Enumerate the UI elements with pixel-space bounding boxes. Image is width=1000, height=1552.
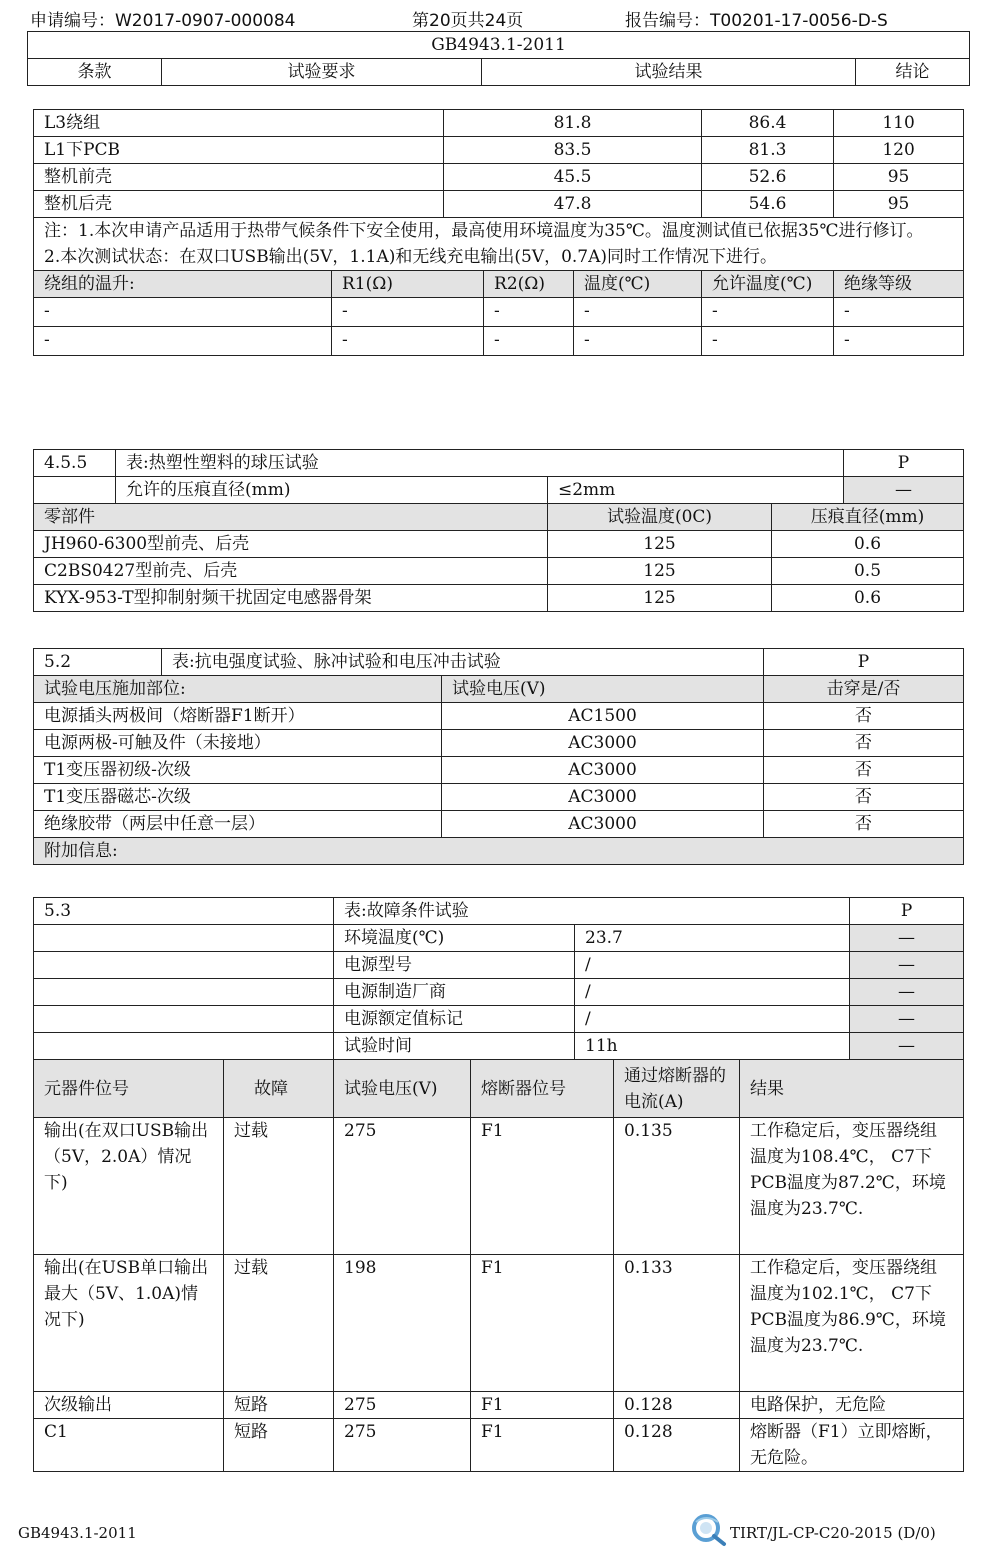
table-title: 表:热塑性塑料的球压试验: [116, 450, 844, 477]
fuse-no: F1: [471, 1255, 614, 1392]
col-voltage: 试验电压(V): [442, 676, 764, 703]
table-row: [34, 811, 964, 838]
voltage: AC3000: [442, 811, 764, 838]
info-value: /: [575, 1006, 850, 1033]
info-value: /: [575, 952, 850, 979]
col-result: 结果: [740, 1060, 964, 1118]
col-component: 元器件位号: [34, 1060, 224, 1118]
verdict: P: [844, 450, 964, 477]
col-voltage: 试验电压(V): [334, 1060, 471, 1118]
note-line-2: 2.本次测试状态：在双口USB输出(5V，1.1A)和无线充电输出(5V，0.7A)同时工作情况下进行。: [44, 247, 778, 267]
fault-header-row: [34, 1060, 964, 1118]
report-number: 报告编号：T00201-17-0056-D-S: [625, 11, 888, 31]
info-row: [34, 1006, 964, 1033]
temp-value: 83.5: [444, 137, 702, 164]
verdict: P: [764, 649, 964, 676]
table-row: [34, 1118, 964, 1255]
part-name: 整机前壳: [34, 164, 444, 191]
info-label: 试验时间: [334, 1033, 575, 1060]
temp-value: 47.8: [444, 191, 702, 218]
cell: -: [574, 327, 702, 356]
table-title: 表:抗电强度试验、脉冲试验和电压冲击试验: [162, 649, 764, 676]
breakdown: 否: [764, 757, 964, 784]
location: T1变压器磁芯-次级: [34, 784, 442, 811]
col-test-temp: 试验温度(0C): [548, 504, 772, 531]
temp-value: 52.6: [702, 164, 834, 191]
clause-number: 5.3: [34, 898, 334, 925]
location: T1变压器初级-次级: [34, 757, 442, 784]
table-row: [34, 164, 964, 191]
table-row: [34, 757, 964, 784]
empty-cell: [34, 925, 334, 952]
cell: -: [702, 327, 834, 356]
info-mark: —: [850, 1033, 964, 1060]
test-voltage: 198: [334, 1255, 471, 1392]
info-mark: —: [850, 979, 964, 1006]
table-row: [34, 703, 964, 730]
allowed-value: ≤2mm: [548, 477, 844, 504]
additional-info: 附加信息:: [34, 838, 964, 865]
table-row: [34, 585, 964, 612]
part-name: 整机后壳: [34, 191, 444, 218]
application-number: 申请编号：W2017-0907-000084: [30, 11, 296, 31]
col-indent-dia: 压痕直径(mm): [772, 504, 964, 531]
cell: -: [484, 327, 574, 356]
info-value: 11h: [575, 1033, 850, 1060]
part-name: L3绕组: [34, 110, 444, 137]
info-row: [34, 979, 964, 1006]
cell: -: [834, 327, 964, 356]
temp-limit: 120: [834, 137, 964, 164]
info-value: 23.7: [575, 925, 850, 952]
winding-header-row: [34, 271, 964, 298]
empty-cell: [34, 1006, 334, 1033]
fault-type: 过载: [224, 1255, 334, 1392]
clause-number: 4.5.5: [34, 450, 116, 477]
cell: -: [484, 298, 574, 327]
col-conclusion: 结论: [856, 59, 970, 86]
empty-cell: [34, 1033, 334, 1060]
note-line-1: 注：1.本次申请产品适用于热带气候条件下安全使用，最高使用环境温度为35℃。温度测试值已依据35℃进行修订。: [44, 221, 924, 241]
col-current: 通过熔断器的电流(A): [614, 1060, 740, 1118]
temp-limit: 110: [834, 110, 964, 137]
location: 电源插头两极间（熔断器F1断开）: [34, 703, 442, 730]
table-row: [34, 558, 964, 585]
component: C1: [34, 1419, 224, 1472]
standard-title: GB4943.1-2011: [28, 32, 970, 59]
table-title: 表:故障条件试验: [334, 898, 850, 925]
component: 次级输出: [34, 1392, 224, 1419]
breakdown: 否: [764, 703, 964, 730]
part-name: L1下PCB: [34, 137, 444, 164]
voltage: AC3000: [442, 757, 764, 784]
indent-dia: 0.6: [772, 531, 964, 558]
col-part: 零部件: [34, 504, 548, 531]
test-voltage: 275: [334, 1118, 471, 1255]
fault-type: 短路: [224, 1419, 334, 1472]
voltage: AC3000: [442, 784, 764, 811]
component: 输出(在USB单口输出最大（5V、1.0A)情况下): [34, 1255, 224, 1392]
temperature-note: [34, 218, 964, 271]
cell: -: [34, 327, 332, 356]
lab-logo-graphic: [688, 1508, 728, 1548]
info-value: /: [575, 979, 850, 1006]
info-mark: —: [850, 925, 964, 952]
electric-strength-table: [33, 648, 964, 865]
footer-standard: GB4943.1-2011: [18, 1524, 137, 1542]
indent-dia: 0.5: [772, 558, 964, 585]
empty-cell: [34, 952, 334, 979]
standard-header-table: [27, 31, 970, 86]
fault-type: 短路: [224, 1392, 334, 1419]
col-breakdown: 击穿是/否: [764, 676, 964, 703]
ball-pressure-table: [33, 449, 964, 612]
cell: -: [34, 298, 332, 327]
info-label: 电源型号: [334, 952, 575, 979]
temp-limit: 95: [834, 191, 964, 218]
col-requirement: 试验要求: [162, 59, 482, 86]
breakdown: 否: [764, 784, 964, 811]
component: 输出(在双口USB输出（5V，2.0A）情况下): [34, 1118, 224, 1255]
table-row: [34, 784, 964, 811]
col-result: 试验结果: [482, 59, 856, 86]
col-fault: [224, 1060, 334, 1118]
info-row: [34, 952, 964, 979]
fuse-current: 0.128: [614, 1392, 740, 1419]
info-label: 电源制造厂商: [334, 979, 575, 1006]
col-temp: 温度(℃): [574, 271, 702, 298]
page-info: 第20页共24页: [412, 11, 524, 31]
table-row: [34, 298, 964, 327]
fuse-no: F1: [471, 1118, 614, 1255]
info-label: 电源额定值标记: [334, 1006, 575, 1033]
cell: -: [574, 298, 702, 327]
info-mark: —: [850, 1006, 964, 1033]
cell: -: [702, 298, 834, 327]
table-row: [34, 191, 964, 218]
fuse-no: F1: [471, 1392, 614, 1419]
cell: -: [332, 298, 484, 327]
test-temp: 125: [548, 558, 772, 585]
fuse-current: 0.128: [614, 1419, 740, 1472]
fault-type: 过载: [224, 1118, 334, 1255]
result: 工作稳定后，变压器绕组温度为102.1℃， C7下PCB温度为86.9℃，环境温度为23.7℃.: [740, 1255, 964, 1392]
voltage: AC1500: [442, 703, 764, 730]
test-voltage: 275: [334, 1392, 471, 1419]
result: 电路保护，无危险: [740, 1392, 964, 1419]
info-mark: —: [850, 952, 964, 979]
info-label: 环境温度(℃): [334, 925, 575, 952]
table-row: [34, 110, 964, 137]
result: 熔断器（F1）立即熔断，无危险。: [740, 1419, 964, 1472]
empty-cell: [34, 477, 116, 504]
winding-label: 绕组的温升:: [34, 271, 332, 298]
indent-dia: 0.6: [772, 585, 964, 612]
col-r1: R1(Ω): [332, 271, 484, 298]
test-temp: 125: [548, 531, 772, 558]
fuse-current: 0.133: [614, 1255, 740, 1392]
clause-number: 5.2: [34, 649, 162, 676]
temperature-table: [33, 109, 964, 356]
test-temp: 125: [548, 585, 772, 612]
fuse-current: 0.135: [614, 1118, 740, 1255]
table-row: [34, 1419, 964, 1472]
verdict: P: [850, 898, 964, 925]
col-insulation-class: 绝缘等级: [834, 271, 964, 298]
table-row: [34, 327, 964, 356]
fault-test-table: [33, 897, 964, 1472]
temp-value: 81.8: [444, 110, 702, 137]
temp-limit: 95: [834, 164, 964, 191]
location: 绝缘胶带（两层中任意一层）: [34, 811, 442, 838]
table-row: [34, 1392, 964, 1419]
table-row: [34, 531, 964, 558]
col-allowed-temp: 允许温度(℃): [702, 271, 834, 298]
breakdown: 否: [764, 730, 964, 757]
location: 电源两极-可触及件（未接地）: [34, 730, 442, 757]
col-location: 试验电压施加部位:: [34, 676, 442, 703]
col-fault-label: 故障: [254, 1078, 288, 1099]
lab-logo-icon: [688, 1508, 728, 1548]
breakdown: 否: [764, 811, 964, 838]
temp-value: 45.5: [444, 164, 702, 191]
col-r2: R2(Ω): [484, 271, 574, 298]
fuse-no: F1: [471, 1419, 614, 1472]
part-name: C2BS0427型前壳、后壳: [34, 558, 548, 585]
footer-form-number: TIRT/JL-CP-C20-2015 (D/0): [730, 1524, 936, 1542]
allowed-verdict: —: [844, 477, 964, 504]
empty-cell: [34, 979, 334, 1006]
temp-value: 86.4: [702, 110, 834, 137]
col-clause: 条款: [28, 59, 162, 86]
temp-value: 54.6: [702, 191, 834, 218]
part-name: JH960-6300型前壳、后壳: [34, 531, 548, 558]
temp-value: 81.3: [702, 137, 834, 164]
table-row: [34, 1255, 964, 1392]
table-row: [34, 137, 964, 164]
result: 工作稳定后，变压器绕组温度为108.4℃， C7下PCB温度为87.2℃，环境温度为23.7℃.: [740, 1118, 964, 1255]
test-voltage: 275: [334, 1419, 471, 1472]
info-row: [34, 925, 964, 952]
col-fuse: 熔断器位号: [471, 1060, 614, 1118]
info-row: [34, 1033, 964, 1060]
table-row: [34, 730, 964, 757]
part-name: KYX-953-T型抑制射频干扰固定电感器骨架: [34, 585, 548, 612]
allowed-label: 允许的压痕直径(mm): [116, 477, 548, 504]
cell: -: [332, 327, 484, 356]
voltage: AC3000: [442, 730, 764, 757]
cell: -: [834, 298, 964, 327]
